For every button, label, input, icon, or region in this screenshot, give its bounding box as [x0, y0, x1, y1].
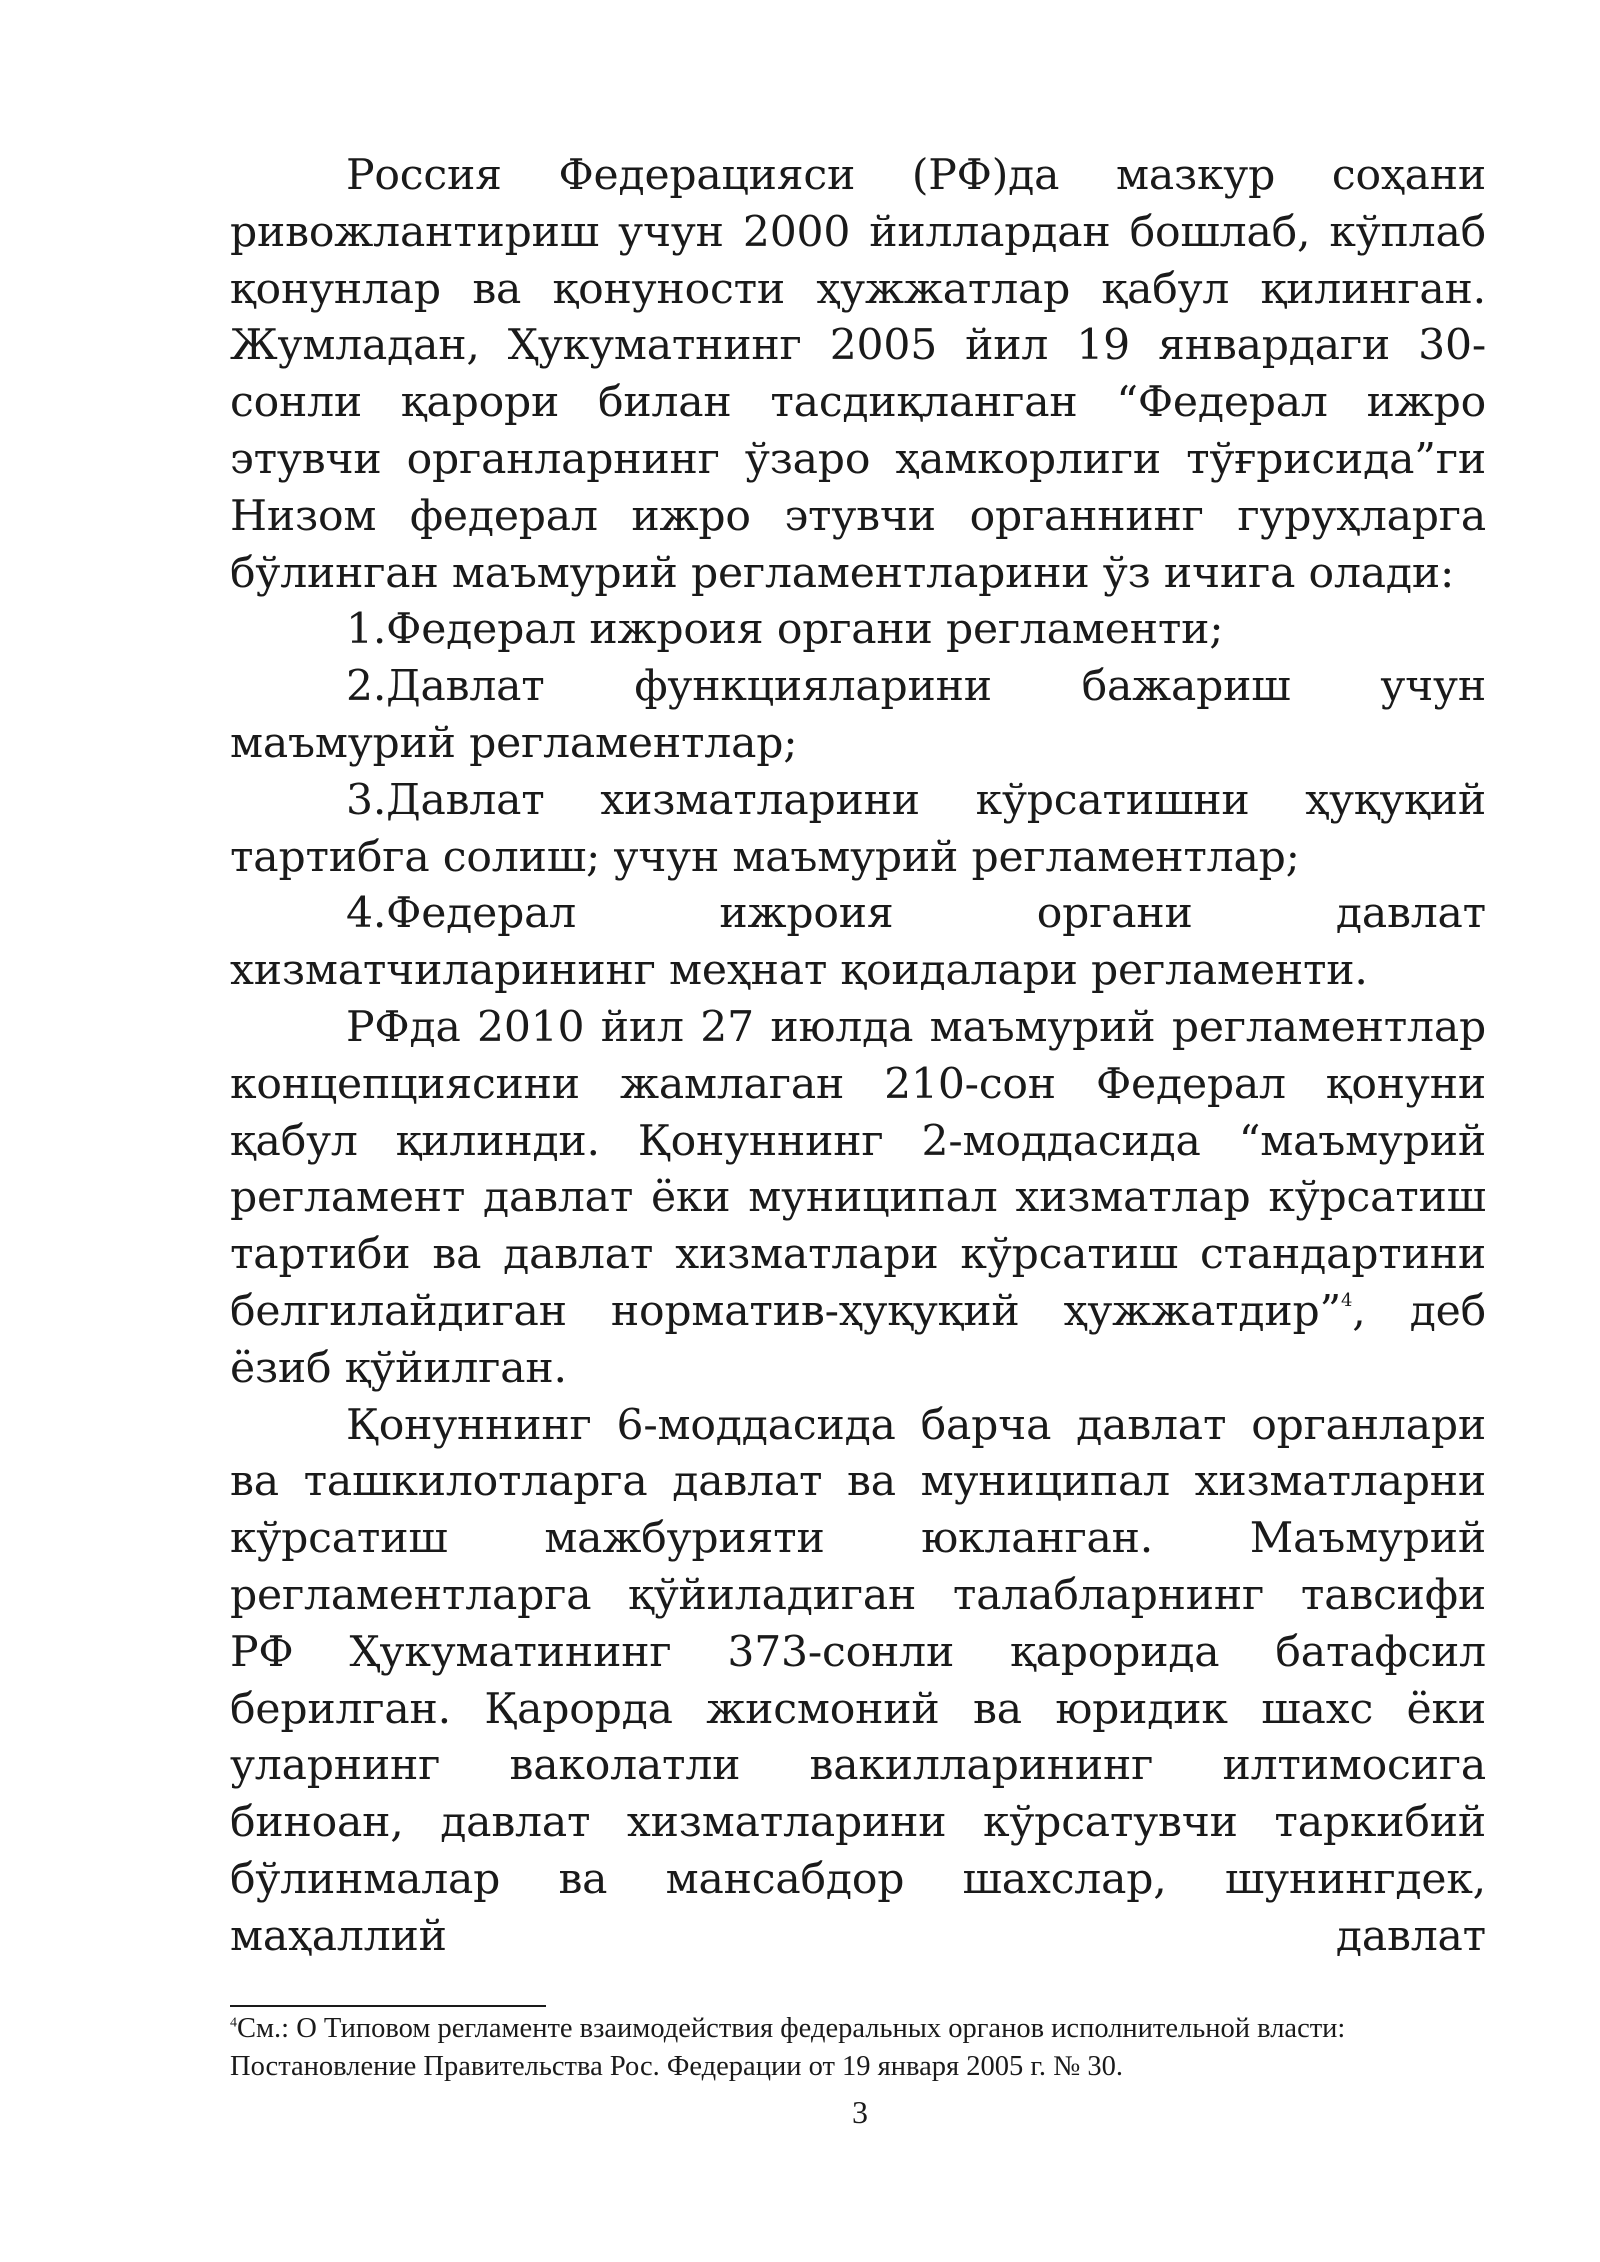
list-item-3: 3.Давлат хизматларини кўрсатишни ҳуқуқий тартибга солиш; учун маъмурий регламентлар;	[230, 775, 1486, 882]
paragraph-law-210-tail: , деб ёзиб қўйилган.	[230, 1286, 1486, 1393]
page-number: 3	[852, 2094, 868, 2130]
paragraph-law-210	[230, 1000, 1486, 1398]
footnote	[230, 2010, 1486, 2086]
document-page	[230, 148, 1486, 1966]
paragraph-intro: Россия Федерацияси (РФ)да мазкур соҳани ривожлантириш учун 2000 йиллардан бошлаб, кўплаб қонунлар ва қонуности ҳужжатлар қабул қилинган. Жумладан, Ҳукуматнинг 2005 йил 19 январдаги 30-сонли қарори билан тасдиқланган “Федерал ижро этувчи органларнинг ўзаро ҳамкорлиги тўғрисида”ги Низом федерал ижро этувчи органнинг гуруҳларга бўлинган маъмурий регламентларини ўз ичига олади:	[230, 151, 1486, 598]
document-body	[230, 148, 1486, 1966]
list-item-1: 1.Федерал ижроия органи регламенти;	[346, 605, 1224, 655]
footnote-separator	[230, 2005, 546, 2007]
footnote-text: См.: О Типовом регламенте взаимодействия федеральных органов исполнительной власти: Постановление Правительства Рос. Федерации от 19 января 2005 г. № 30.	[230, 2013, 1346, 2082]
list-item-2: 2.Давлат функцияларини бажариш учун маъмурий регламентлар;	[230, 662, 1486, 768]
list-item-4: 4.Федерал ижроия органи давлат хизматчиларининг меҳнат қоидалари регламенти.	[230, 889, 1486, 996]
paragraph-law-210-text: РФда 2010 йил 27 июлда маъмурий регламентлар концепциясини жамлаган 210-сон Федерал қонуни қабул қилинди. Қонуннинг 2-моддасида “маъмурий регламент давлат ёки муниципал хизматлар кўрсатиш тартиби ва давлат хизматлари кўрсатиш стандартини белгилайдиган норматив-ҳуқуқий ҳужжатдир”	[230, 1002, 1486, 1336]
footnote-marker: 4	[230, 2015, 237, 2031]
footnote-reference[interactable]: 4	[1341, 1289, 1353, 1311]
paragraph-article-6: Қонуннинг 6-моддасида барча давлат органлари ва ташкилотларга давлат ва муниципал хизматларни кўрсатиш мажбурияти юкланган. Маъмурий регламентларга қўйиладиган талабларнинг тавсифи РФ Ҳукуматининг 373-сонли қарорида батафсил берилган. Қарорда жисмоний ва юридик шахс ёки уларнинг ваколатли вакилларининг илтимосига биноан, давлат хизматларини кўрсатувчи таркибий бўлинмалар ва мансабдор шахслар, шунингдек, маҳаллий давлат	[230, 1400, 1486, 1961]
